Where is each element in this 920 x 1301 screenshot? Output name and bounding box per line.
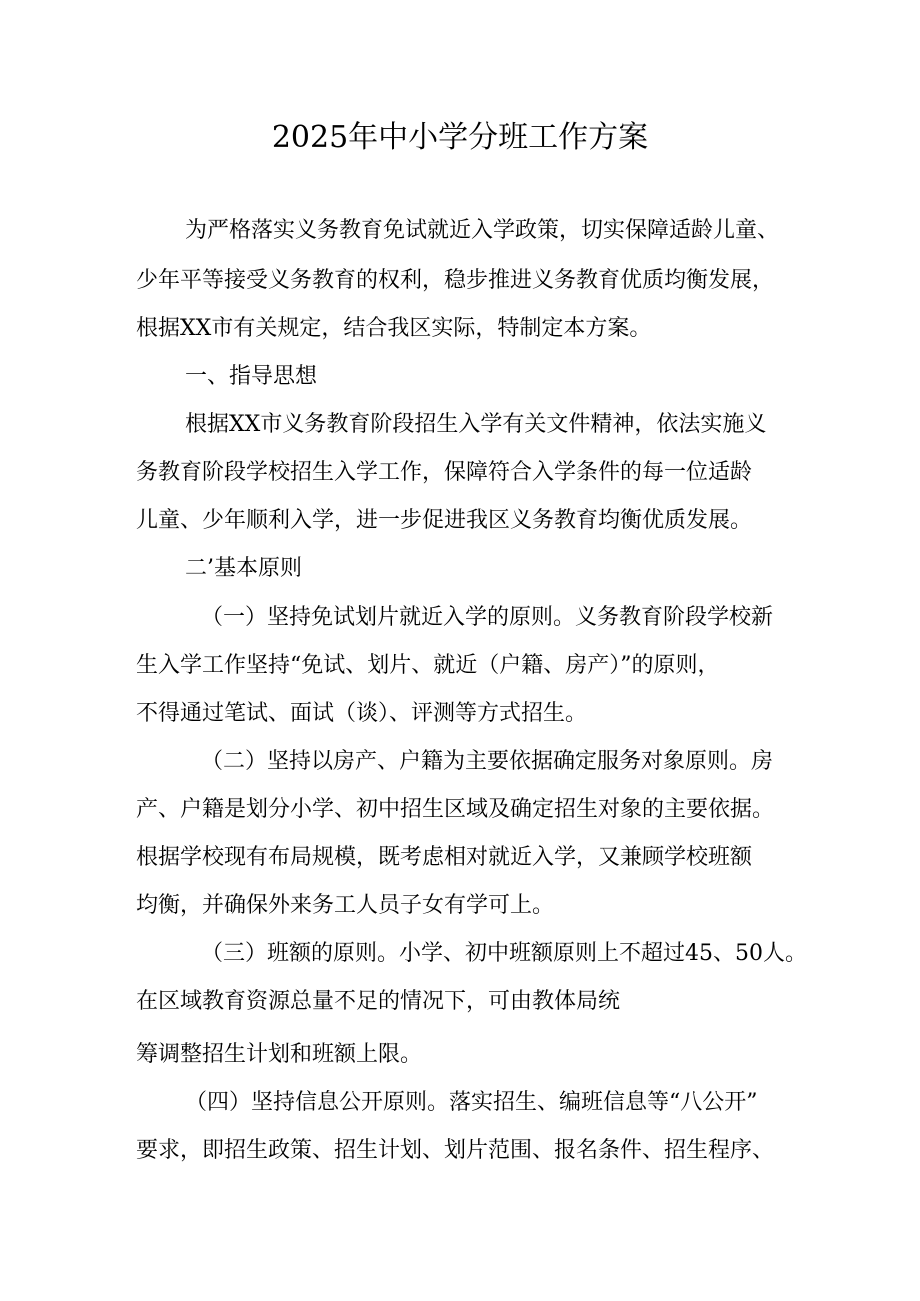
paragraph-line: 不得通过笔试、面试（谈）、评测等方式招生。 <box>136 701 588 726</box>
paragraph-line: 要求，即招生政策、招生计划、划片范围、报名条件、招生程序、 <box>136 1138 775 1163</box>
section-heading: 二’基本原则 <box>185 556 302 581</box>
section-heading: 一、指导思想 <box>185 364 318 389</box>
paragraph-line: 根据XX市有关规定，结合我区实际，特制定本方案。 <box>136 316 652 341</box>
paragraph-line: 根据学校现有布局规模，既考虑相对就近入学，又兼顾学校班额 <box>136 845 753 870</box>
paragraph-line: （二）坚持以房产、户籍为主要依据确定服务对象原则。房 <box>201 749 774 774</box>
paragraph-line: （四）坚持信息公开原则。落实招生、编班信息等“八公开” <box>185 1090 758 1115</box>
paragraph-line: 均衡，并确保外来务工人员子女有学可上。 <box>136 893 555 918</box>
paragraph-line: 少年平等接受义务教育的权利，稳步推进义务教育优质均衡发展， <box>136 268 775 293</box>
paragraph-line: 根据XX市义务教育阶段招生入学有关文件精神，依法实施义 <box>185 412 767 437</box>
document-title: 2025年中小学分班工作方案 <box>271 120 649 155</box>
paragraph-line: 产、户籍是划分小学、初中招生区域及确定招生对象的主要依据。 <box>136 797 775 822</box>
paragraph-line: （三）班额的原则。小学、初中班额原则上不超过45、50人。 <box>201 941 807 966</box>
paragraph-line: 为严格落实义务教育免试就近入学政策，切实保障适龄儿童、 <box>185 218 780 243</box>
paragraph-line: 筹调整招生计划和班额上限。 <box>136 1042 423 1067</box>
paragraph-line: 生入学工作坚持“免试、划片、就近（户籍、房产）”的原则， <box>136 653 720 678</box>
paragraph-line: 儿童、少年顺利入学，进一步促进我区义务教育均衡优质发展。 <box>136 508 753 533</box>
paragraph-line: （一）坚持免试划片就近入学的原则。义务教育阶段学校新 <box>201 605 774 630</box>
paragraph-line: 在区域教育资源总量不足的情况下，可由教体局统 <box>136 989 621 1014</box>
paragraph-line: 务教育阶段学校招生入学工作，保障符合入学条件的每一位适龄 <box>136 460 753 485</box>
